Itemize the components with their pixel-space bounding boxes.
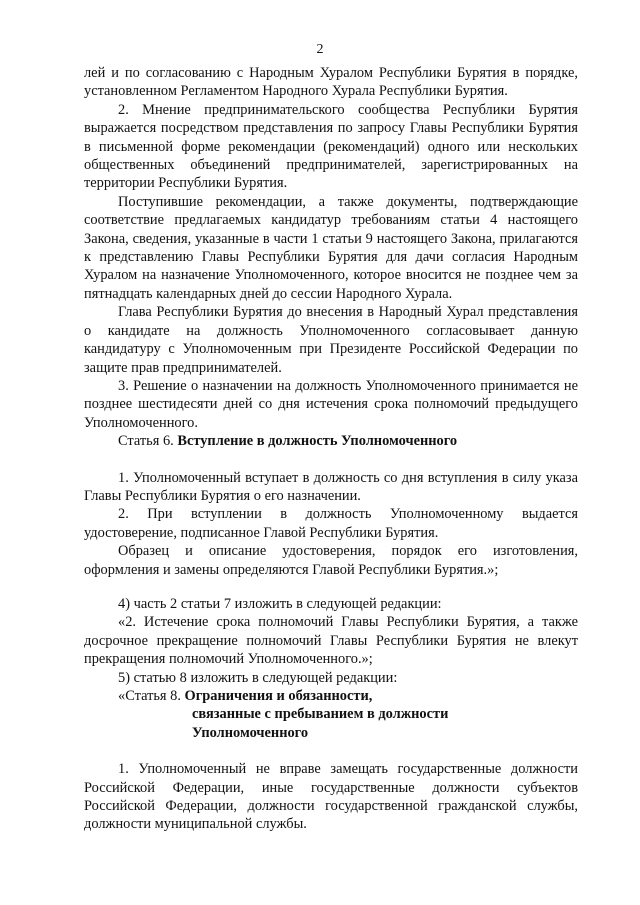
article-6-sample: Образец и описание удостоверения, порядок его изготовления, оформления и замены определяются Главой Республики Бурятия.»; <box>84 543 578 578</box>
paragraph-part-3: 3. Решение о назначении на должность Уполномоченного принимается не позднее шестидесяти дней со дня истечения срока полномочий предыдущего Уполномоченного. <box>84 377 578 431</box>
amendment-text-7-2: «2. Истечение срока полномочий Главы Республики Бурятия, а также досрочное прекращение полномочий Главы Республики Бурятия не влекут прекращения полномочий Уполномоченного.»; <box>84 614 578 668</box>
paragraph-coordination: Глава Республики Бурятия до внесения в Народный Хурал представления о кандидате на должность Уполномоченного согласовывает данную кандидатуру с Уполномоченным при Президенте Российской Федерации по защите прав предпринимателей. <box>84 304 578 376</box>
amendment-item-4: 4) часть 2 статьи 7 изложить в следующей редакции: <box>118 595 442 612</box>
article-6-part-2: 2. При вступлении в должность Уполномоченному выдается удостоверение, подписанное Главой Республики Бурятия. <box>84 506 578 541</box>
article-8-title-line-3: Уполномоченного <box>192 724 309 741</box>
article-8-heading-line-1 <box>118 687 578 705</box>
article-8-heading <box>84 687 578 742</box>
article-8-title-line-2: связанные с пребыванием в должности <box>192 706 449 723</box>
paragraph-part-2: 2. Мнение предпринимательского сообщества Республики Бурятия выражается посредством представления по запросу Главы Республики Бурятия в письменной форме рекомендации (рекомендаций) одного или нескольких общественных объединений предпринимателей, зарегистрированных на территории Республики Бурятия. <box>84 101 578 192</box>
article-8-part-1: 1. Уполномоченный не вправе замещать государственные должности Российской Федерации, иные государственные должности субъектов Российской Федерации, должности государственной гражданской службы, должности муниципальной службы. <box>84 761 578 833</box>
article-6-prefix: Статья 6. <box>118 433 178 450</box>
article-8-title-line-1: Ограничения и обязанности, <box>184 688 373 704</box>
page-number: 2 <box>316 42 324 57</box>
paragraph-continuation: лей и по согласованию с Народным Хуралом Республики Бурятия в порядке, установленном Регламентом Народного Хурала Республики Бурятия. <box>84 65 578 100</box>
paragraph-recommendations: Поступившие рекомендации, а также документы, подтверждающие соответствие предлагаемых кандидатур требованиям статьи 4 настоящего Закона, сведения, указанные в части 1 статьи 9 настоящего Закона, прилагаются к представлению Главы Республики Бурятия для дачи согласия Народным Хуралом на назначение Уполномоченного, которое вносится не позднее чем за пятнадцать календарных дней до сессии Народного Хурала. <box>84 193 578 302</box>
article-6-heading <box>84 432 578 450</box>
document-body <box>84 64 578 834</box>
article-6-title: Вступление в должность Уполномоченного <box>177 433 458 450</box>
article-8-prefix: «Статья 8. <box>118 688 185 704</box>
article-6-part-1: 1. Уполномоченный вступает в должность со дня вступления в силу указа Главы Республики Бурятия о его назначении. <box>84 469 578 504</box>
amendment-item-5: 5) статью 8 изложить в следующей редакции: <box>118 669 398 686</box>
